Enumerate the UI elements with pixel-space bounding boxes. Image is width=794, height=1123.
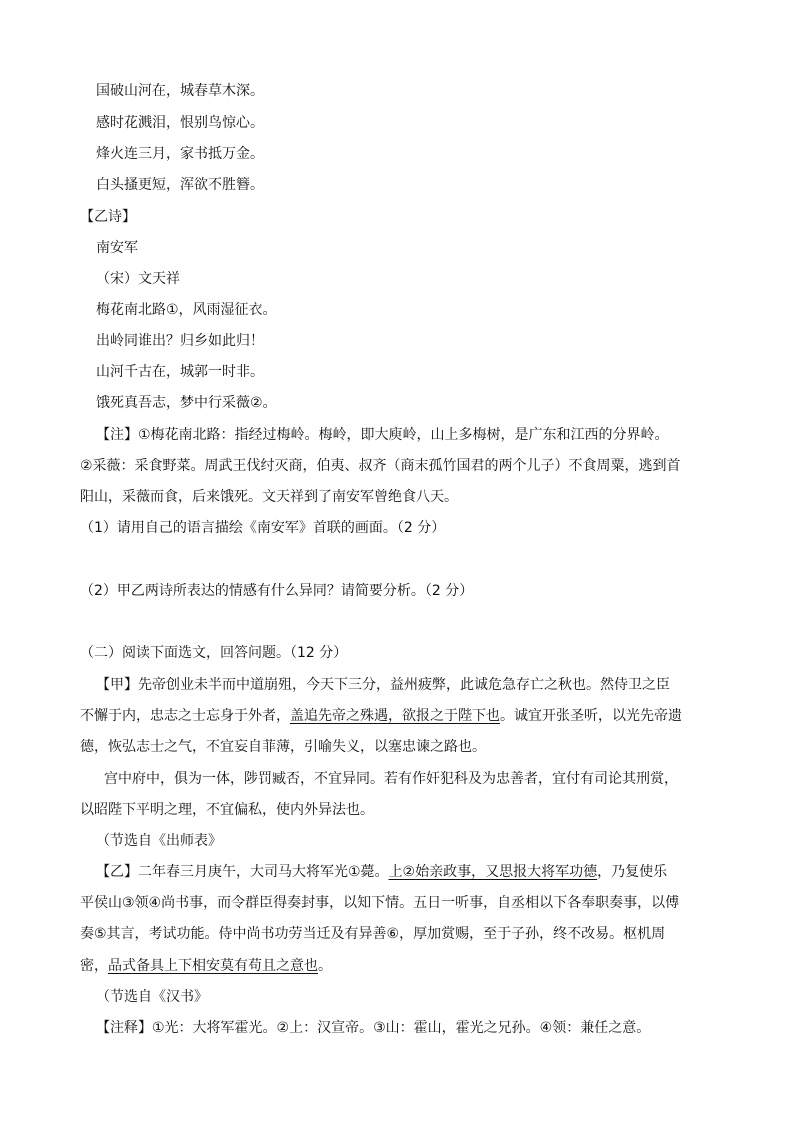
passage-line: 以昭陛下平明之理，不宜偏私，使内外异法也。	[80, 802, 374, 818]
section-label: 【乙诗】	[80, 209, 136, 225]
passage-text: 。	[318, 958, 332, 974]
underlined-sentence: 品式备具上下相安莫有苟且之意也	[108, 958, 318, 974]
underlined-sentence: 盖追先帝之殊遇，欲报之于陛下也	[290, 708, 500, 724]
passage-text: 【乙】二年春三月庚午，大司马大将军光①薨。	[96, 864, 389, 880]
passage-text: ，乃复使乐	[597, 864, 668, 880]
passage-line: 【甲】先帝创业未半而中道崩殂，今天下三分，益州疲弊，此诚危急存亡之秋也。然侍卫之臣	[96, 677, 670, 693]
poem-line: 白头搔更短，浑欲不胜簪。	[96, 177, 264, 193]
poem-line: 出岭同谁出？归乡如此归！	[96, 333, 264, 349]
passage-line	[80, 705, 682, 727]
passage-line	[96, 861, 667, 883]
note-line: ②采薇：采食野菜。周武王伐纣灭商，伯夷、叔齐（商末孤竹国君的两个儿子）不食周粟，逃到首	[80, 458, 681, 474]
passage-text: 不懈于内，忠志之士忘身于外者，	[80, 708, 290, 724]
question-1: （1）请用自己的语言描绘《南安军》首联的画面。（2 分）	[80, 520, 446, 536]
poem-line: 感时花溅泪，恨别鸟惊心。	[96, 115, 264, 131]
passage-line: 宫中府中，俱为一体，陟罚臧否，不宜异同。若有作奸犯科及为忠善者，宜付有司论其刑赏，	[104, 771, 678, 787]
poem-line: 山河千古在，城郭一时非。	[96, 364, 264, 380]
poem-title: 南安军	[96, 240, 138, 256]
passage-line: 德，恢弘志士之气，不宜妄自菲薄，引喻失义，以塞忠谏之路也。	[80, 739, 486, 755]
section-title: （二）阅读下面选文，回答问题。（12 分）	[80, 645, 348, 661]
note-line: 阳山，采薇而食，后来饿死。文天祥到了南安军曾绝食八天。	[80, 489, 458, 505]
passage-text: 密，	[80, 958, 108, 974]
annotation-line: 【注释】①光：大将军霍光。②上：汉宣帝。③山：霍山，霍光之兄孙。④领：兼任之意。	[96, 1020, 651, 1036]
poem-author: （宋）文天祥	[96, 271, 180, 287]
underlined-sentence: 上②始亲政事，又思报大将军功德	[388, 864, 598, 880]
passage-source: （节选自《汉书》	[96, 989, 208, 1005]
passage-source: （节选自《出师表》	[96, 833, 222, 849]
question-2: （2）甲乙两诗所表达的情感有什么异同？请简要分析。（2 分）	[80, 583, 474, 599]
poem-line: 梅花南北路①，风雨湿征衣。	[96, 302, 277, 318]
note-line: 【注】①梅花南北路：指经过梅岭。梅岭，即大庾岭，山上多梅树，是广东和江西的分界岭。	[96, 427, 669, 443]
poem-line: 国破山河在，城春草木深。	[96, 83, 264, 99]
poem-line: 饿死真吾志，梦中行采薇②。	[96, 395, 277, 411]
passage-line	[80, 955, 332, 977]
poem-line: 烽火连三月，家书抵万金。	[96, 146, 264, 162]
passage-text: 。诚宜开张圣听，以光先帝遗	[500, 708, 682, 724]
passage-line: 平侯山③领④尚书事，而令群臣得奏封事，以知下情。五日一听事，自丞相以下各奉职奏事，以傅	[80, 895, 680, 911]
passage-line: 奏⑤其言，考试功能。侍中尚书功劳当迁及有异善⑥，厚加赏赐，至于子孙，终不改易。枢机周	[80, 926, 666, 942]
